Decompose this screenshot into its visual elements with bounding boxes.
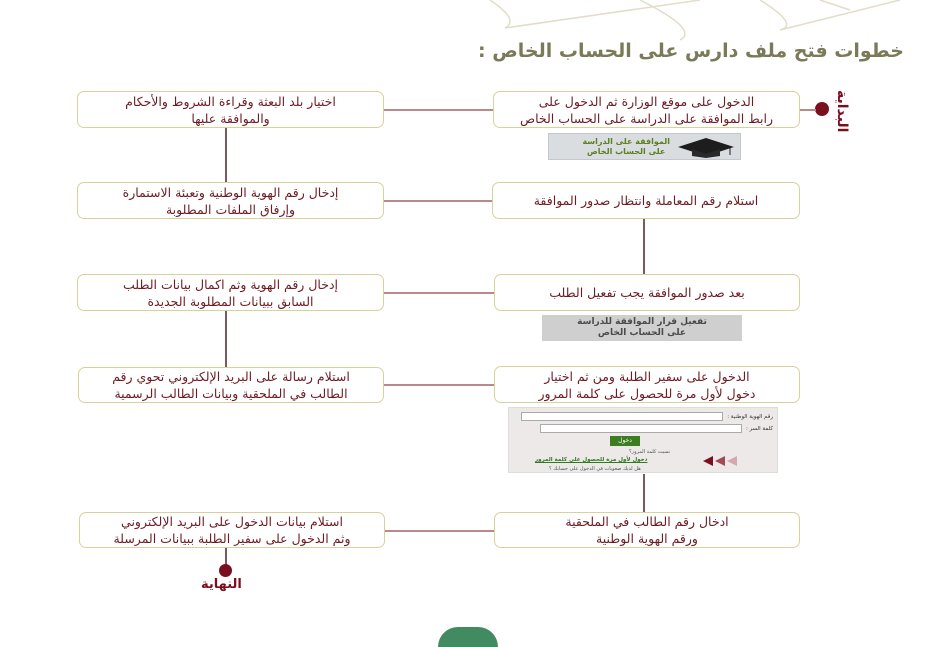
step-text: بعد صدور الموافقة يجب تفعيل الطلب [549, 285, 745, 300]
password-row [540, 424, 773, 433]
start-dot [815, 102, 829, 116]
page-title: خطوات فتح ملف دارس على الحساب الخاص : [478, 40, 904, 62]
step-text: ورقم الهوية الوطنية [596, 531, 698, 546]
id-label: رقم الهوية الوطنية : [727, 413, 773, 420]
password-label: كلمة السر : [745, 425, 773, 432]
step-text: ادخال رقم الطالب في الملحقية [565, 514, 729, 529]
step-text: استلام رسالة على البريد الإلكتروني تحوي رقم [112, 369, 350, 384]
forgot-password-text: نسيت كلمة المرور؟ [629, 449, 671, 455]
step-box [77, 182, 384, 219]
step-text: إدخال رقم الهوية وثم اكمال بيانات الطلب [123, 276, 338, 292]
connector [643, 219, 645, 275]
bottom-decoration [438, 627, 498, 647]
step-box [494, 366, 800, 403]
password-field [540, 424, 742, 433]
login-button: دخول [610, 436, 640, 446]
login-form-thumbnail [508, 407, 778, 473]
step-text: والموافقة عليها [191, 110, 270, 126]
step-text: وثم الدخول على سفير الطلبة ببيانات المرسلة [113, 531, 351, 546]
id-row [521, 412, 773, 421]
end-dot [219, 564, 232, 577]
step-text: دخول لأول مرة للحصول على كلمة المرور [538, 385, 756, 401]
first-login-link: دخول لأول مرة للحصول على كلمة المرور [535, 457, 648, 463]
connector [384, 384, 494, 386]
connector [384, 200, 492, 202]
step-text: الدخول على موقع الوزارة ثم الدخول على [538, 93, 755, 109]
step-box [78, 367, 384, 403]
connector [384, 109, 494, 111]
connector [225, 128, 227, 182]
step-box [77, 91, 384, 128]
graduation-cap-icon [674, 136, 736, 158]
step-text: الدخول على سفير الطلبة ومن ثم اختيار [544, 368, 750, 384]
step-box [494, 512, 800, 548]
step-box [79, 512, 385, 548]
step-text: استلام رقم المعاملة وانتظار صدور الموافقة [533, 193, 759, 208]
step-text: استلام بيانات الدخول على البريد الإلكتروني [121, 514, 343, 529]
step-text: الطالب في الملحقية وبيانات الطالب الرسمية [114, 386, 348, 401]
id-field [521, 412, 723, 421]
approval-link-thumbnail [548, 133, 741, 160]
step-box [493, 91, 800, 128]
connector [643, 474, 645, 512]
arrow-markers-icon [703, 456, 739, 466]
thumbnail-text: الموافقة على الدراسة على الحساب الخاص [582, 137, 670, 156]
step-text: رابط الموافقة على الدراسة على الحساب الخاص [519, 110, 774, 126]
step-box [494, 274, 800, 311]
step-box [492, 182, 800, 219]
connector [800, 109, 816, 111]
step-text: السابق ببيانات المطلوبة الجديدة [147, 293, 314, 309]
step-text: إدخال رقم الهوية الوطنية وتعبئة الاستمارة [122, 184, 339, 200]
start-label: البداية [834, 90, 850, 133]
connector [384, 292, 494, 294]
end-label: النهاية [201, 577, 242, 592]
connector [225, 311, 227, 367]
step-text: اختيار بلد البعثة وقراءة الشروط والأحكام [125, 93, 336, 109]
help-text: هل لديك صعوبات في الدخول على حسابك ؟ [549, 466, 641, 472]
step-text: وإرفاق الملفات المطلوبة [165, 201, 296, 217]
connector [385, 530, 494, 532]
step-box [77, 274, 384, 311]
thumbnail-text: تفعيل قرار الموافقة للدراسة على الحساب الخاص [577, 317, 707, 338]
activation-banner-thumbnail [542, 315, 742, 341]
